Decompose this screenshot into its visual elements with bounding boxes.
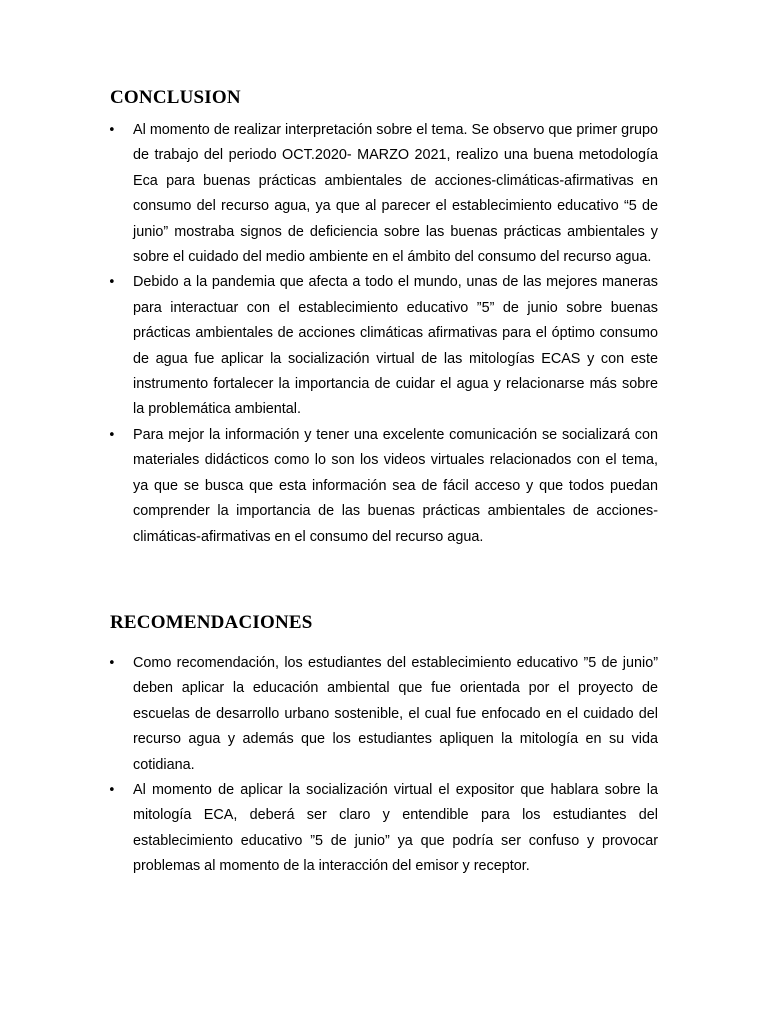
conclusion-item xyxy=(0,270,658,422)
bullet-icon: • xyxy=(108,123,116,138)
recomendaciones-item xyxy=(0,651,658,778)
bullet-icon: • xyxy=(108,275,116,291)
conclusion-item xyxy=(0,423,658,550)
recomendaciones-item-text: Al momento de aplicar la socialización virtual el expositor que hablara sobre la mitología ECA, deberá ser claro y entendible para los estudiantes del establecimiento educativo ”5 de junio” ya que podría ser confuso y provocar problemas al momento de la interacción del emisor y receptor. xyxy=(133,782,658,875)
conclusion-list xyxy=(0,118,658,550)
bullet-icon: • xyxy=(108,783,116,799)
conclusion-item-text: Al momento de realizar interpretación sobre el tema. Se observo que primer grupo de trabajo del periodo OCT.2020- MARZO 2021, realizo una buena metodología Eca para buenas prácticas ambientales de acciones-climáticas-afirmativas en consumo del recurso agua, ya que al parecer el establecimiento educativo “5 de junio” mostraba signos de deficiencia sobre las buenas prácticas ambientales y sobre el cuidado del medio ambiente en el ámbito del consumo del recurso agua. xyxy=(133,122,658,266)
conclusion-item-text: Para mejor la información y tener una excelente comunicación se socializará con materiales didácticos como lo son los videos virtuales relacionados con el tema, ya que se busca que esta información sea de fácil acceso y que todos puedan comprender la importancia de las buenas prácticas ambientales de acciones-climáticas-afirmativas en el consumo del recurso agua. xyxy=(133,426,658,545)
conclusion-heading: CONCLUSION xyxy=(110,87,241,108)
recomendaciones-item xyxy=(0,778,658,880)
conclusion-item-text: Debido a la pandemia que afecta a todo el mundo, unas de las mejores maneras para interactuar con el establecimiento educativo ”5” de junio sobre buenas prácticas ambientales de acciones climáticas afirmativas para el óptimo consumo de agua fue aplicar la socialización virtual de las mitologías ECAS y con este instrumento fortalecer la importancia de cuidar el agua y relacionarse más sobre la problemática ambiental. xyxy=(133,274,658,418)
bullet-icon: • xyxy=(108,656,116,671)
bullet-icon: • xyxy=(108,427,116,443)
conclusion-item xyxy=(0,118,658,270)
recomendaciones-heading: RECOMENDACIONES xyxy=(110,612,313,633)
recomendaciones-list xyxy=(0,651,658,880)
recomendaciones-item-text: Como recomendación, los estudiantes del establecimiento educativo ”5 de junio” deben aplicar la educación ambiental que fue orientada por el proyecto de escuelas de desarrollo urbano sostenible, el cual fue enfocado en el cuidado del recurso agua y además que los estudiantes apliquen la mitología en su vida cotidiana. xyxy=(133,655,658,773)
